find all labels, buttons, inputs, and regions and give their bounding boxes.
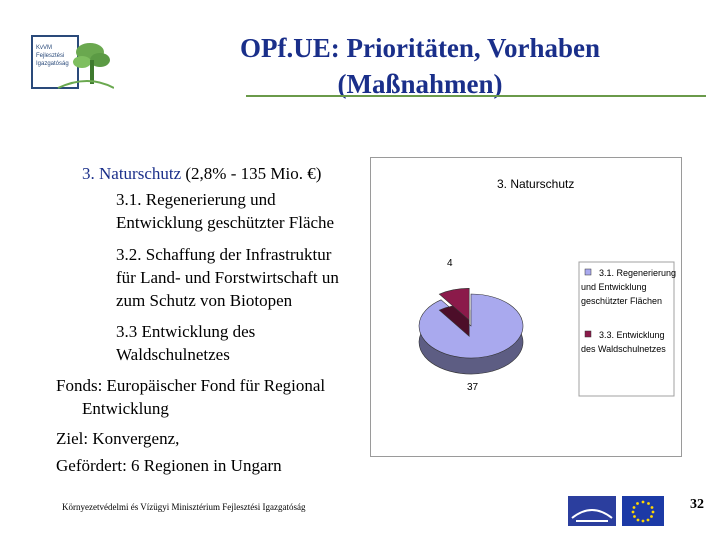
chart-title: 3. Naturschutz [497, 177, 575, 191]
sub-item-3-2-line: für Land- und Forstwirtschaft un [116, 268, 339, 287]
pie-slice [419, 294, 523, 358]
convergence-icon [568, 496, 616, 526]
title-line-2: (Maßnahmen) [337, 69, 503, 99]
pie-chart [371, 158, 681, 456]
legend-label: und Entwicklung [581, 282, 647, 292]
logo-text-line: KvVM [36, 45, 53, 51]
legend-label: 3.1. Regenerierung [599, 268, 677, 278]
sub-item-3-3-line: 3.3 Entwicklung des [116, 322, 256, 341]
sub-item-3-1-line: Entwicklung geschützter Fläche [116, 213, 335, 232]
item-naturschutz-value: (2,8% - 135 Mio. €) [185, 164, 322, 183]
convergence-logo [568, 496, 616, 526]
item-naturschutz-label: 3. Naturschutz [82, 164, 182, 183]
logo-text-line: Igazgatóság [36, 61, 69, 67]
footer-ministry: Környezetvédelmi és Vízügyi Minisztérium Fejlesztési Igazgatóság [62, 502, 306, 512]
gefoerdert-line: Gefördert: 6 Regionen in Ungarn [56, 456, 282, 475]
sub-item-3-2-line: zum Schutz von Biotopen [116, 291, 293, 310]
pie-value-label: 4 [447, 258, 453, 269]
item-naturschutz [82, 164, 321, 184]
legend-swatch [585, 331, 591, 337]
fonds-line: Entwicklung [82, 399, 169, 418]
fonds-line: Fonds: Europäischer Fond für Regional [56, 376, 326, 395]
legend-label: geschützter Flächen [581, 296, 663, 306]
legend-label: 3.3. Entwicklung [599, 330, 665, 340]
legend-swatch [585, 269, 591, 275]
sub-item-3-1-line: 3.1. Regenerierung und [116, 190, 276, 209]
eu-flag [622, 496, 664, 526]
pie-slices [419, 258, 523, 393]
pie-chart-panel [370, 157, 682, 457]
sub-item-3-2-line: 3.2. Schaffung der Infrastruktur [116, 245, 332, 264]
eu-stars-icon [622, 496, 664, 526]
sub-item-3-3-line: Waldschulnetzes [116, 345, 230, 364]
title-line-1: OPf.UE: Prioritäten, Vorhaben [240, 33, 600, 63]
page-number: 32 [690, 497, 704, 512]
pie-value-label: 37 [467, 382, 479, 393]
ziel-line: Ziel: Konvergenz, [56, 429, 180, 448]
logo-text-line: Fejlesztési [36, 53, 65, 59]
legend-label: des Waldschulnetzes [581, 344, 666, 354]
